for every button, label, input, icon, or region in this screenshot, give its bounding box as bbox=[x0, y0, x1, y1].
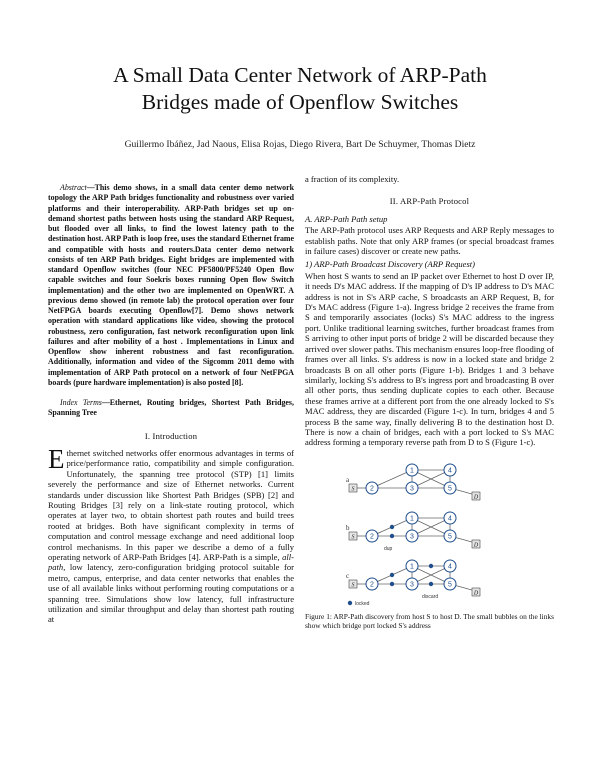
bridge-label: 2 bbox=[369, 533, 374, 541]
abstract-dash: — bbox=[86, 183, 95, 192]
abstract bbox=[48, 183, 294, 388]
bridge-label: 5 bbox=[447, 581, 452, 589]
bridge-label: 2 bbox=[369, 485, 374, 493]
right-column bbox=[305, 174, 554, 630]
section-heading-arp-path: II. ARP-Path Protocol bbox=[389, 196, 470, 207]
title-line-2: Bridges made of Openflow Switches bbox=[141, 90, 459, 114]
subsection-broadcast-discovery: 1) ARP-Path Broadcast Discovery (ARP Request) bbox=[305, 259, 476, 270]
bridge-label: 3 bbox=[409, 581, 414, 589]
lock-bubble bbox=[389, 573, 393, 577]
intro-text-2: , low latency, zero-configuration bridging protocol suitable for metro, campus, enterprise, and data center networks that enables the use of all available links without performing routing computations or a spanning tree. Simulations show low latency, full infrastructure utilization and similar throughput and delay than shortest path routing at bbox=[48, 562, 294, 625]
intro-paragraph bbox=[48, 443, 294, 625]
author-list: Guillermo Ibáñez, Jad Naous, Elisa Rojas, Diego Rivera, Bart De Schuymer, Thomas Dietz bbox=[124, 139, 476, 150]
panel-label: a bbox=[345, 475, 349, 484]
bridge-label: 1 bbox=[409, 515, 414, 523]
figure-caption: Figure 1: ARP-Path discovery from host S to host D. The small bubbles on the links show which bridge port locked S's address bbox=[305, 611, 554, 630]
bridge-label: 4 bbox=[447, 467, 452, 475]
bridge-label: 3 bbox=[409, 485, 414, 493]
bridge-label: 4 bbox=[447, 563, 452, 571]
diagram-panel bbox=[346, 512, 480, 552]
panel-label: b bbox=[345, 523, 349, 532]
bridge-label: 3 bbox=[409, 533, 414, 541]
diagram-panel bbox=[346, 464, 480, 501]
path-setup-paragraph: The ARP-Path protocol uses ARP Requests and ARP Reply messages to establish paths. Note that only ARP frames (or special broadcast frames in failure cases) discover or create new paths. bbox=[305, 225, 554, 257]
diagram-legend bbox=[347, 601, 369, 606]
bridge-label: 5 bbox=[447, 485, 452, 493]
index-terms-label: Index Terms bbox=[60, 398, 102, 407]
bridge-label: 1 bbox=[409, 467, 414, 475]
label-discard: discard bbox=[421, 593, 438, 600]
broadcast-discovery-paragraph: When host S wants to send an IP packet over Ethernet to host D over IP, it needs D's MAC address. If the mapping of D's IP address to D's MAC address is not in S's ARP cache, S broadcasts an ARP Request, B, for D's MAC address (Figure 1-a). Ingress bridge 2 receives the frame from S and temporarily associates (locks) S's MAC address to the ingress port. Unlike traditional learning switches, further broadcast frames from S arriving to other input ports of bridge 2 will be discarded because they arrived over slower paths. This mechanism ensures loop-free flooding of frames over all links. S's address is now in a locked state and bridge 2 broadcasts B on all other ports (Figure 1-b). Bridges 1 and 3 behave similarly, locking S's address to B's ingress port and broadcasting B over all other ports, thus sending duplicate copies to each other. Because these frames arrive at a different port from the one already locked to S's MAC address, they are discarded (Figure 1-c). In turn, bridges 4 and 5 process B the same way, finally delivering B to the destination host D. There is now a chain of bridges, each with a port locked to S's MAC address forming a temporary reverse path from D to S (Figure 1-c). bbox=[305, 270, 554, 448]
legend-bubble bbox=[347, 601, 351, 605]
left-column bbox=[48, 183, 294, 625]
index-terms-text: Ethernet, Routing bridges, Shortest Path Bridges, Spanning Tree bbox=[48, 398, 294, 418]
link-line bbox=[372, 470, 412, 488]
abstract-text: This demo shows, in a small data center demo network topology the ARP Path bridges functionality and robustness over varied platforms and their interoperability. ARP-Path bridges set up on-demand shortest paths between hosts using the standard ARP Request, but flooded over all links, to find the lowest latency path to the destination host. ARP Path is loop free, uses the standard Ethernet frame and compatible with hosts and routers.Data center demo network consists of ten ARP Path bridges. Eight bridges are implemented with standard Openflow switches (four NEC PF5800/PF5240 Open flow capable switches and four Soekris boxes running Open flow Switch implementation) and the other two are implemented on OpenWRT. A previous demo showed (in remote lab) the protocol operation over four NetFPGA boards executing Openflow[7]. Demo shows network operation with standard applications like video, showing the protocol robustness, zero configuration, fast network reconfiguration upon link failures and after mobility of a host . Implementations in Linux and Openflow show inherent robustness and fast reconfiguration. Additionally, information and video of the Sigcomm 2011 demo with implementation of ARP Path protocol on a network of four NetFPGA boards (pure hardware implementation) is also posted [8]. bbox=[48, 183, 294, 387]
paper-title bbox=[0, 62, 600, 116]
host-label: D bbox=[473, 542, 478, 549]
subsection-path-setup: A. ARP-Path Path setup bbox=[305, 213, 388, 224]
bridge-label: 2 bbox=[369, 581, 374, 589]
host-label: D bbox=[473, 590, 478, 597]
label-dup: dup bbox=[383, 545, 392, 552]
title-line-1: A Small Data Center Network of ARP-Path bbox=[113, 63, 487, 87]
arp-path-diagram bbox=[344, 458, 516, 606]
host-label: S bbox=[351, 582, 354, 589]
bridge-label: 1 bbox=[409, 563, 414, 571]
lock-bubble bbox=[389, 525, 393, 529]
diagram-panel bbox=[346, 560, 480, 600]
drop-cap: E bbox=[48, 443, 65, 474]
lock-bubble bbox=[428, 582, 432, 586]
intro-continuation: a fraction of its complexity. bbox=[305, 174, 400, 184]
bridge-label: 4 bbox=[447, 515, 452, 523]
panel-label: c bbox=[345, 571, 349, 580]
abstract-label: Abstract bbox=[60, 183, 87, 192]
lock-bubble bbox=[389, 582, 393, 586]
index-terms-dash: — bbox=[101, 398, 110, 407]
host-label: S bbox=[351, 534, 354, 541]
bridge-label: 5 bbox=[447, 533, 452, 541]
lock-bubble bbox=[389, 534, 393, 538]
index-terms bbox=[48, 398, 294, 419]
intro-emphasis: all-path bbox=[48, 551, 294, 573]
host-label: S bbox=[351, 486, 354, 493]
lock-bubble bbox=[428, 564, 432, 568]
figure-1 bbox=[344, 458, 516, 606]
host-label: D bbox=[473, 494, 478, 501]
intro-text-1: thernet switched networks offer enormous advantages in terms of price/performance ratio, compatibility and simple configuration. Unfortunately, the spanning tree protocol (STP) [1] limits severely the performance and size of Ethernet networks. Current standards under discussion like Shortest Path Bridges (SPB) [2] and Routing Bridges [3] rely on a link-state routing protocol, which operates at layer two, to obtain shortest path routes and build trees rooted at bridges. Both have significant complexity in terms of computation and control message exchange and need additional loop control mechanisms. In this paper we describe a demo of a fully operating network of ARP-Path Bridges [4]. ARP-Path is a simple, bbox=[48, 447, 294, 562]
legend-label: locked bbox=[354, 600, 369, 606]
section-heading-introduction: I. Introduction bbox=[144, 430, 198, 441]
